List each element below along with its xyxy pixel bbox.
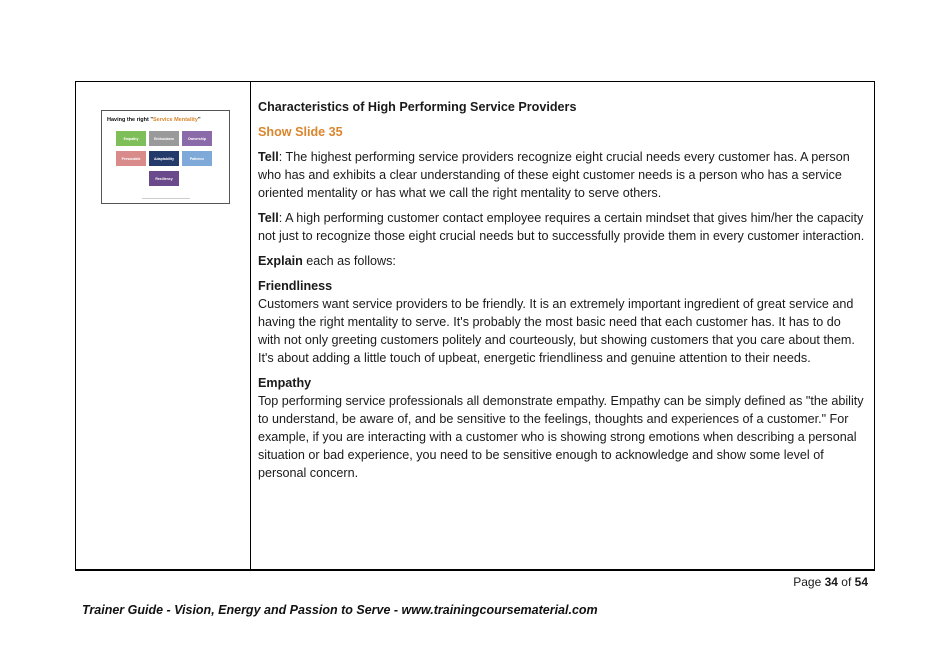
slide-column — [76, 82, 251, 569]
page-number — [793, 575, 868, 589]
page-prefix: Page — [793, 575, 825, 589]
page-total: 54 — [854, 575, 868, 589]
tell-label: Tell — [258, 211, 279, 225]
slide-tile: Enthusiasm — [149, 131, 179, 146]
tell-paragraph-2 — [258, 209, 866, 245]
page-sep: of — [837, 575, 855, 589]
slide-title-accent: Service Mentality — [153, 117, 198, 123]
section-title: Empathy — [258, 376, 312, 390]
tell-paragraph-1 — [258, 148, 866, 202]
section-heading: Characteristics of High Performing Service Providers — [258, 100, 577, 114]
notes-column — [251, 82, 874, 569]
slide-tile: Resiliency — [149, 171, 179, 186]
document-footer: Trainer Guide - Vision, Energy and Passion to Serve - www.trainingcoursematerial.com — [82, 603, 598, 617]
slide-tile: Ownership — [182, 131, 212, 146]
slide-tile: Empathy — [116, 131, 146, 146]
slide-reference: Show Slide 35 — [258, 125, 343, 139]
explain-label: Explain — [258, 254, 303, 268]
empathy-section — [258, 374, 866, 482]
slide-tile: Personable — [116, 151, 146, 166]
tell-text: : A high performing customer contact employee requires a certain mindset that gives him/her the capacity not just to recognize those eight crucial needs but to successfully provide them in every customer interaction. — [258, 211, 865, 243]
section-text: Top performing service professionals all demonstrate empathy. Empathy can be simply defined as "the ability to understand, be aware of, and be sensitive to the feelings, thoughts and experiences of a customer." For example, if you are interacting with a customer who is showing strong emotions when describing a personal situation or bad experience, you need to be sensitive enough to acknowledge and show some level of personal concern. — [258, 394, 864, 480]
content-table — [75, 81, 875, 571]
slide-title-suffix: " — [197, 117, 201, 123]
section-title: Friendliness — [258, 279, 333, 293]
explain-text: each as follows: — [302, 254, 396, 268]
slide-title-prefix: Having the right " — [107, 117, 153, 123]
friendliness-section — [258, 277, 866, 367]
tell-label: Tell — [258, 150, 279, 164]
page-current: 34 — [824, 575, 838, 589]
slide-tile: Adaptability — [149, 151, 179, 166]
slide-thumbnail-title — [107, 117, 201, 123]
explain-paragraph — [258, 252, 866, 270]
section-text: Customers want service providers to be friendly. It is an extremely important ingredient of great service and having the right mentality to serve. It's probably the most basic need that each customer has. It has to do with not only greeting customers politely and courteously, but showing customers that you care about them. It's about adding a little touch of upbeat, energetic friendliness and genuine attention to their needs. — [258, 297, 855, 365]
slide-footer-line — [142, 198, 190, 199]
slide-tile: Patience — [182, 151, 212, 166]
tell-text: : The highest performing service providers recognize eight crucial needs every customer has. A person who has and exhibits a clear understanding of these eight customer needs is a person who has a service oriented mentality or has what we call the right mentality to serve others. — [258, 150, 850, 200]
slide-thumbnail — [101, 110, 230, 204]
